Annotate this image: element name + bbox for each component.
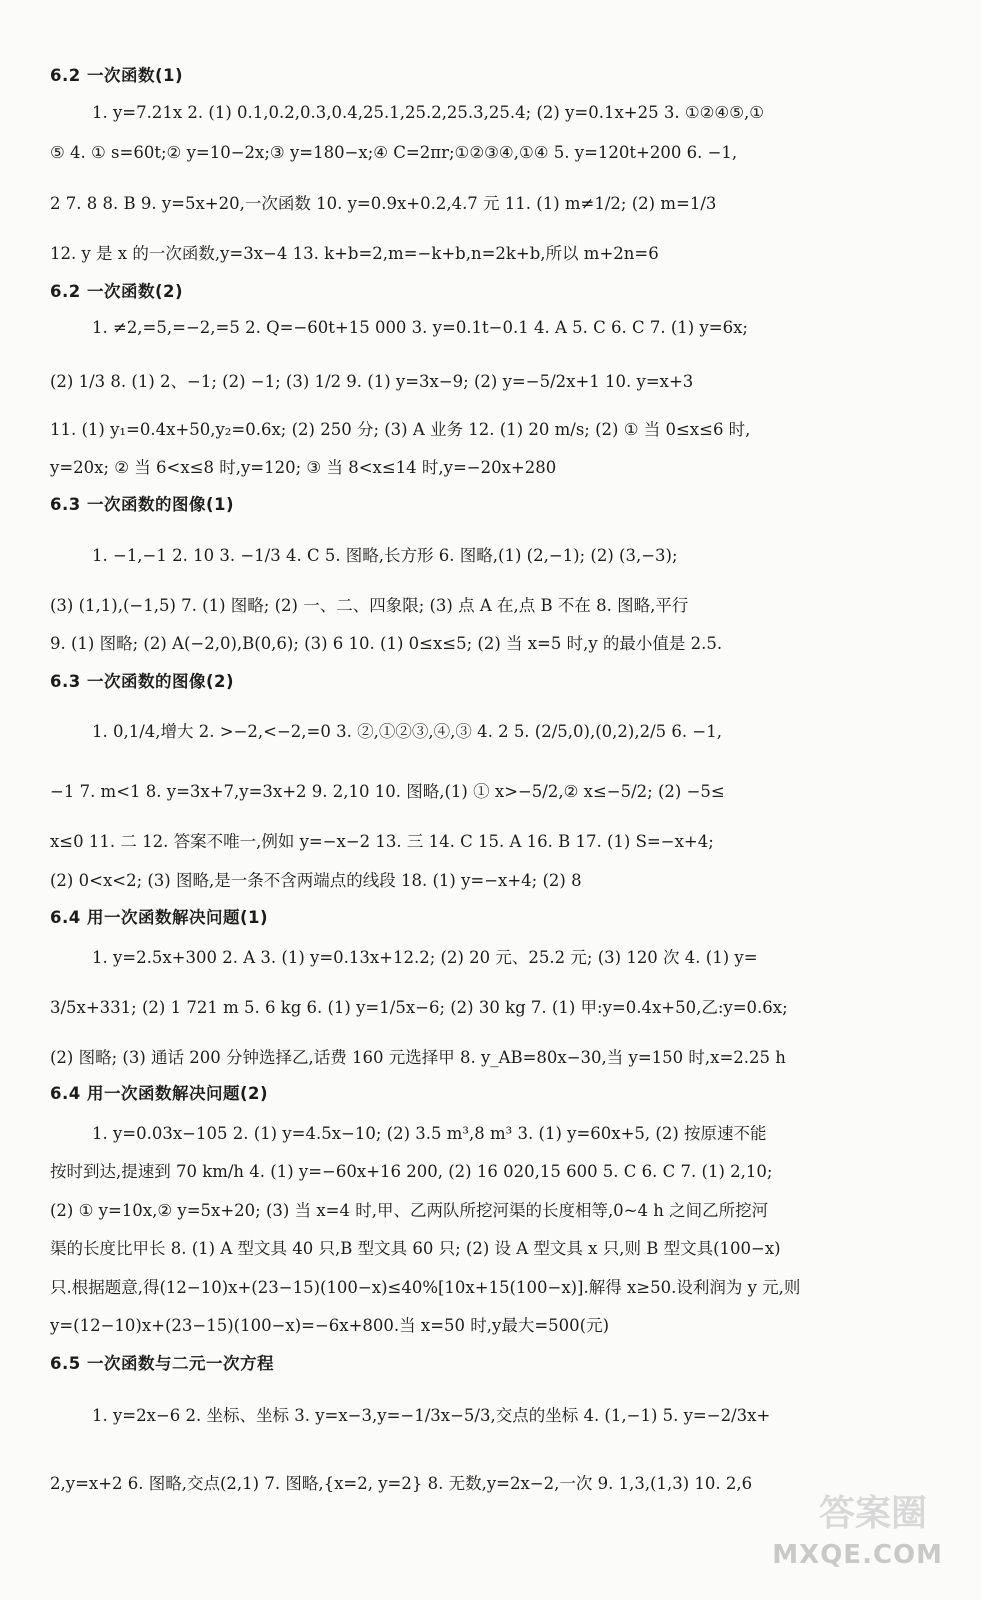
section-title: 6.2 一次函数(1) — [50, 66, 184, 85]
answer-line: 12. y 是 x 的一次函数,y=3x−4 13. k+b=2,m=−k+b,n=2k+b,所以 m+2n=6 — [50, 244, 659, 263]
answer-line: 2 7. 8 8. B 9. y=5x+20,一次函数 10. y=0.9x+0.2,4.7 元 11. (1) m≠1/2; (2) m=1/3 — [50, 194, 717, 213]
answer-line: y=20x; ② 当 6<x≤8 时,y=120; ③ 当 8<x≤14 时,y=−20x+280 — [50, 458, 557, 477]
answer-line: 11. (1) y₁=0.4x+50,y₂=0.6x; (2) 250 分; (3) A 业务 12. (1) 20 m/s; (2) ① 当 0≤x≤6 时, — [50, 420, 751, 439]
answer-line: 1. ≠2,=5,=−2,=5 2. Q=−60t+15 000 3. y=0.1t−0.1 4. A 5. C 6. C 7. (1) y=6x; — [92, 318, 748, 337]
watermark — [767, 1493, 967, 1586]
watermark-logo: 答案圈 — [818, 1493, 927, 1534]
answer-line: 1. 0,1/4,增大 2. >−2,<−2,=0 3. ②,①②③,④,③ 4. 2 5. (2/5,0),(0,2),2/5 6. −1, — [92, 722, 722, 741]
answer-line: ⑤ 4. ① s=60t;② y=10−2x;③ y=180−x;④ C=2πr;①②③④,①④ 5. y=120t+200 6. −1, — [50, 143, 738, 162]
answer-line: 渠的长度比甲长 8. (1) A 型文具 40 只,B 型文具 60 只; (2) 设 A 型文具 x 只,则 B 型文具(100−x) — [50, 1239, 781, 1258]
section-title: 6.2 一次函数(2) — [50, 282, 184, 301]
answer-line: −1 7. m<1 8. y=3x+7,y=3x+2 9. 2,10 10. 图略,(1) ① x>−5/2,② x≤−5/2; (2) −5≤ — [50, 782, 725, 801]
answer-line: 按时到达,提速到 70 km/h 4. (1) y=−60x+16 200, (2) 16 020,15 600 5. C 6. C 7. (1) 2,10; — [50, 1162, 773, 1181]
answer-line: 1. y=2.5x+300 2. A 3. (1) y=0.13x+12.2; (2) 20 元、25.2 元; (3) 120 次 4. (1) y= — [92, 948, 758, 967]
answer-line: 2,y=x+2 6. 图略,交点(2,1) 7. 图略,{x=2, y=2} 8. 无数,y=2x−2,一次 9. 1,3,(1,3) 10. 2,6 — [50, 1474, 753, 1493]
answer-line: y=(12−10)x+(23−15)(100−x)=−6x+800.当 x=50 时,y最大=500(元) — [50, 1316, 610, 1335]
answer-line: (2) 0<x<2; (3) 图略,是一条不含两端点的线段 18. (1) y=−x+4; (2) 8 — [50, 871, 582, 890]
answer-line: (2) 图略; (3) 通话 200 分钟选择乙,话费 160 元选择甲 8. y_AB=80x−30,当 y=150 时,x=2.25 h — [50, 1048, 786, 1067]
section-title: 6.4 用一次函数解决问题(2) — [50, 1084, 269, 1103]
answer-line: 只.根据题意,得(12−10)x+(23−15)(100−x)≤40%[10x+15(100−x)].解得 x≥50.设利润为 y 元,则 — [50, 1278, 801, 1297]
section-title: 6.4 用一次函数解决问题(1) — [50, 908, 269, 927]
answer-line: 9. (1) 图略; (2) A(−2,0),B(0,6); (3) 6 10. (1) 0≤x≤5; (2) 当 x=5 时,y 的最小值是 2.5. — [50, 634, 723, 653]
answer-line: 3/5x+331; (2) 1 721 m 5. 6 kg 6. (1) y=1/5x−6; (2) 30 kg 7. (1) 甲:y=0.4x+50,乙:y=0.6x; — [50, 998, 788, 1017]
section-title: 6.3 一次函数的图像(1) — [50, 495, 235, 514]
answer-line: 1. y=2x−6 2. 坐标、坐标 3. y=x−3,y=−1/3x−5/3,交点的坐标 4. (1,−1) 5. y=−2/3x+ — [92, 1406, 771, 1425]
answer-line: 1. y=7.21x 2. (1) 0.1,0.2,0.3,0.4,25.1,25.2,25.3,25.4; (2) y=0.1x+25 3. ①②④⑤,① — [92, 103, 765, 122]
section-title: 6.5 一次函数与二元一次方程 — [50, 1354, 274, 1373]
watermark-site: MXQE.COM — [772, 1540, 943, 1570]
answer-line: 1. −1,−1 2. 10 3. −1/3 4. C 5. 图略,长方形 6. 图略,(1) (2,−1); (2) (3,−3); — [92, 546, 678, 565]
section-title: 6.3 一次函数的图像(2) — [50, 672, 235, 691]
answer-line: (2) 1/3 8. (1) 2、−1; (2) −1; (3) 1/2 9. (1) y=3x−9; (2) y=−5/2x+1 10. y=x+3 — [50, 372, 694, 391]
answer-line: (3) (1,1),(−1,5) 7. (1) 图略; (2) 一、二、四象限; (3) 点 A 在,点 B 不在 8. 图略,平行 — [50, 596, 689, 615]
answer-line: (2) ① y=10x,② y=5x+20; (3) 当 x=4 时,甲、乙两队所挖河渠的长度相等,0~4 h 之间乙所挖河 — [50, 1201, 769, 1220]
answer-line: x≤0 11. 二 12. 答案不唯一,例如 y=−x−2 13. 三 14. C 15. A 16. B 17. (1) S=−x+4; — [50, 832, 714, 851]
answer-line: 1. y=0.03x−105 2. (1) y=4.5x−10; (2) 3.5 m³,8 m³ 3. (1) y=60x+5, (2) 按原速不能 — [92, 1124, 767, 1143]
